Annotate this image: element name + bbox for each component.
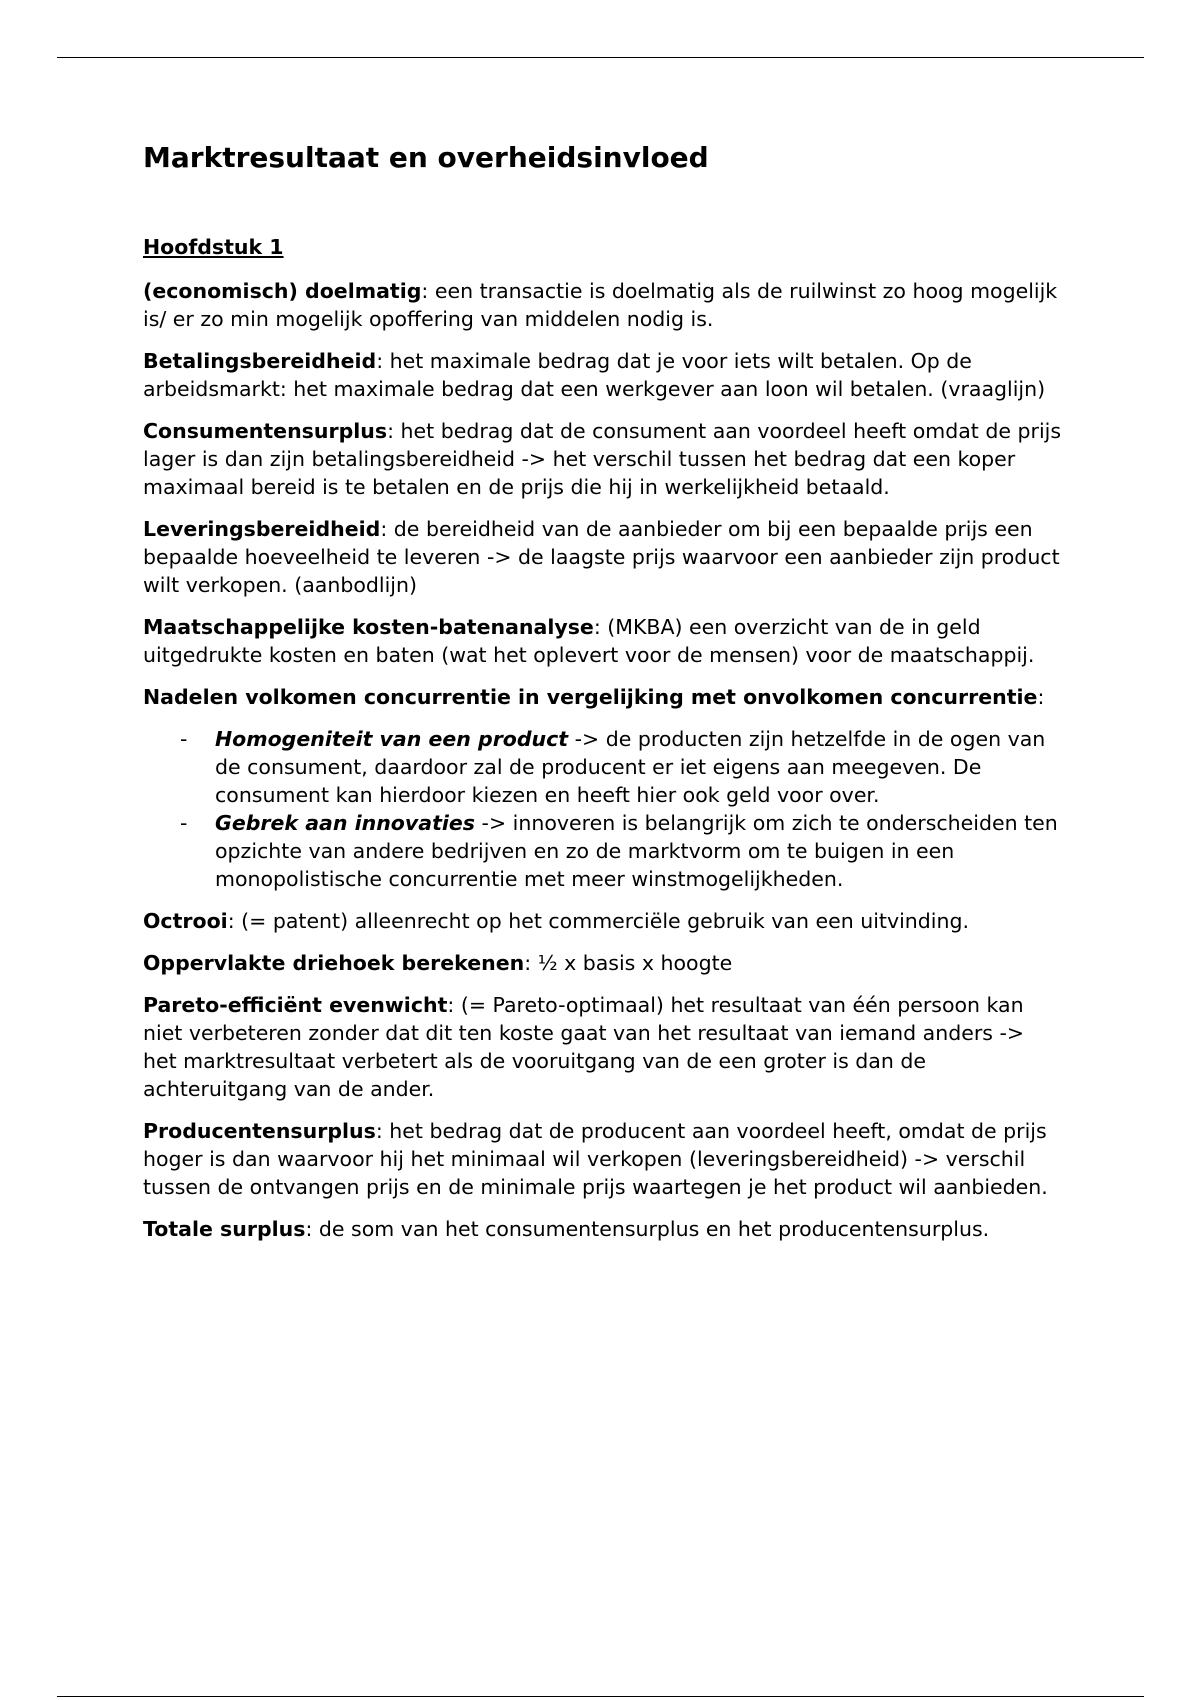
bullet-term: Homogeniteit van een product bbox=[215, 727, 569, 751]
definition-text: het bedrag dat de consument aan voordeel heeft omdat de prijs lager is dan zijn betalingsbereidheid -> het verschil tussen het bedrag dat een koper maximaal bereid is te betalen en de prijs die hij in werkelijkheid betaald. bbox=[143, 419, 1062, 499]
definition-colon: : bbox=[447, 993, 455, 1017]
definition-term: Maatschappelijke kosten-batenanalyse bbox=[143, 615, 594, 639]
definition-colon: : bbox=[227, 909, 235, 933]
definition-text: ½ x basis x hoogte bbox=[537, 951, 733, 975]
definition-colon: : bbox=[1037, 685, 1045, 709]
bullet-dash: - bbox=[180, 811, 188, 835]
definition-colon: : bbox=[380, 517, 388, 541]
bullet-text: -> de producten zijn hetzelfde in de ogen van de consument, daardoor zal de producent er iet eigens aan meegeven. De consument kan hierdoor kiezen en heeft hier ook geld voor over. bbox=[215, 727, 1046, 807]
definition-term: (economisch) doelmatig bbox=[143, 279, 422, 303]
top-rule bbox=[57, 57, 1144, 58]
bottom-rule bbox=[57, 1696, 1144, 1697]
definition-text: het bedrag dat de producent aan voordeel heeft, omdat de prijs hoger is dan waarvoor hij het minimaal wil verkopen (leveringsbereidheid) -> verschil tussen de ontvangen prijs en de minimale prijs waartegen je het product wil aanbieden. bbox=[143, 1119, 1048, 1199]
definition-entry bbox=[143, 515, 1063, 599]
definition-entry bbox=[143, 907, 1063, 935]
definition-entry bbox=[143, 613, 1063, 669]
definition-entry bbox=[143, 949, 1063, 977]
bullet-term: Gebrek aan innovaties bbox=[215, 811, 476, 835]
definition-colon: : bbox=[421, 279, 429, 303]
definition-colon: : bbox=[375, 1119, 383, 1143]
bullet-list bbox=[143, 725, 1063, 893]
document-body bbox=[143, 138, 1063, 1243]
definition-text: een transactie is doelmatig als de ruilwinst zo hoog mogelijk is/ er zo min mogelijk opoffering van middelen nodig is. bbox=[143, 279, 1058, 331]
definition-term: Leveringsbereidheid bbox=[143, 517, 381, 541]
definition-entry bbox=[143, 991, 1063, 1103]
definition-entry bbox=[143, 1117, 1063, 1201]
definition-text: (= patent) alleenrecht op het commerciële gebruik van een uitvinding. bbox=[241, 909, 970, 933]
definition-term: Nadelen volkomen concurrentie in vergelijking met onvolkomen concurrentie bbox=[143, 685, 1038, 709]
bullet-text: -> innoveren is belangrijk om zich te onderscheiden ten opzichte van andere bedrijven en zo de marktvorm om te buigen in een monopolistische concurrentie met meer winstmogelijkheden. bbox=[215, 811, 1058, 891]
definition-entry bbox=[143, 417, 1063, 501]
definition-colon: : bbox=[593, 615, 601, 639]
definition-entry bbox=[143, 347, 1063, 403]
definition-text: de som van het consumentensurplus en het producentensurplus. bbox=[318, 1217, 990, 1241]
definition-term: Oppervlakte driehoek berekenen bbox=[143, 951, 525, 975]
definition-colon: : bbox=[376, 349, 384, 373]
definition-entry bbox=[143, 1215, 1063, 1243]
definition-colon: : bbox=[387, 419, 394, 443]
definition-colon: : bbox=[524, 951, 532, 975]
definition-text: het maximale bedrag dat je voor iets wilt betalen. Op de arbeidsmarkt: het maximale bedrag dat een werkgever aan loon wil betalen. (vraaglijn) bbox=[143, 349, 1046, 401]
document-title: Marktresultaat en overheidsinvloed bbox=[143, 141, 709, 174]
definition-entry bbox=[143, 683, 1063, 711]
chapter-heading: Hoofdstuk 1 bbox=[143, 235, 284, 259]
definition-text: (MKBA) een overzicht van de in geld uitgedrukte kosten en baten (wat het oplevert voor de mensen) voor de maatschappij. bbox=[143, 615, 1035, 667]
bullet-item bbox=[143, 809, 1063, 893]
definition-entry bbox=[143, 277, 1063, 333]
definition-term: Consumentensurplus bbox=[143, 419, 388, 443]
definition-colon: : bbox=[305, 1217, 313, 1241]
definition-term: Octrooi bbox=[143, 909, 228, 933]
definition-term: Totale surplus bbox=[143, 1217, 306, 1241]
bullet-item bbox=[143, 725, 1063, 809]
definition-text: de bereidheid van de aanbieder om bij een bepaalde prijs een bepaalde hoeveelheid te leveren -> de laagste prijs waarvoor een aanbieder zijn product wilt verkopen. (aanbodlijn) bbox=[143, 517, 1060, 597]
definition-term: Producentensurplus bbox=[143, 1119, 376, 1143]
definition-text: (= Pareto-optimaal) het resultaat van één persoon kan niet verbeteren zonder dat dit ten koste gaat van het resultaat van iemand anders -> het marktresultaat verbetert als de vooruitgang van de een groter is dan de achteruitgang van de ander. bbox=[143, 993, 1025, 1101]
definition-term: Pareto-efficiënt evenwicht bbox=[143, 993, 448, 1017]
bullet-dash: - bbox=[180, 727, 188, 751]
definition-term: Betalingsbereidheid bbox=[143, 349, 377, 373]
